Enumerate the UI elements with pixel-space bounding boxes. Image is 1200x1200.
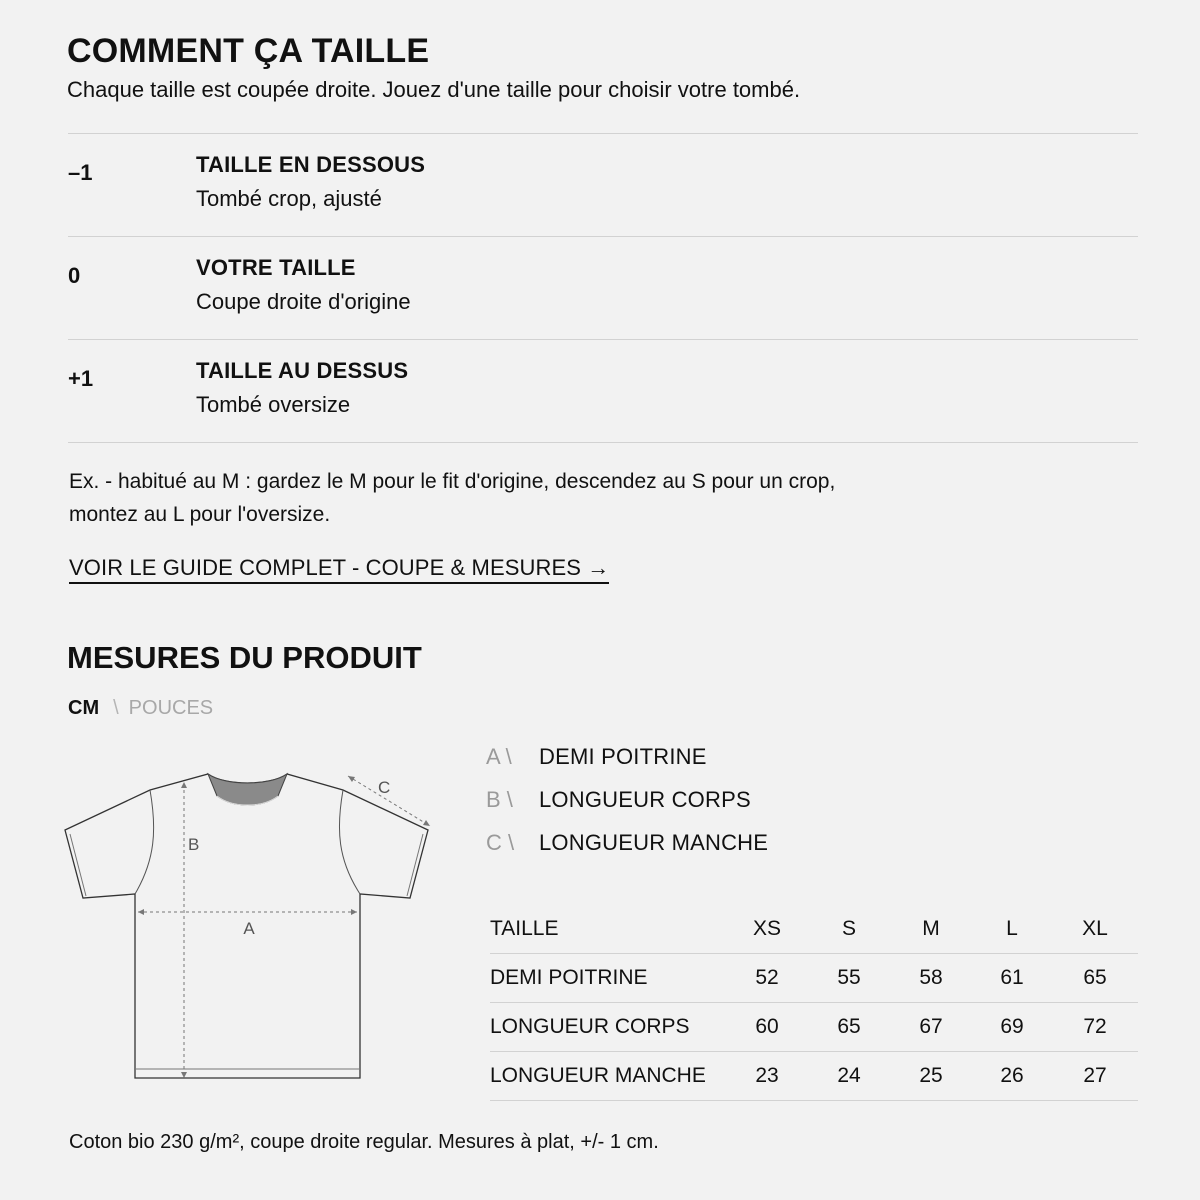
table-cell: 72 bbox=[1083, 1015, 1107, 1038]
measure-label-a: A bbox=[243, 919, 255, 938]
measures-title: MESURES DU PRODUIT bbox=[67, 640, 422, 675]
table-header-cell: XL bbox=[1082, 917, 1108, 940]
legend-item bbox=[486, 830, 768, 873]
table-cell: 69 bbox=[1000, 1015, 1024, 1038]
fit-title: COMMENT ÇA TAILLE bbox=[67, 32, 430, 70]
fit-label: TAILLE AU DESSUS bbox=[196, 358, 409, 383]
fit-delta: +1 bbox=[68, 366, 94, 391]
table-cell: 25 bbox=[919, 1064, 943, 1087]
fit-row-true bbox=[68, 237, 1138, 340]
fit-desc: Tombé oversize bbox=[196, 392, 351, 417]
fit-label: VOTRE TAILLE bbox=[196, 255, 356, 280]
table-cell: 23 bbox=[755, 1064, 779, 1087]
table-cell: 61 bbox=[1000, 966, 1024, 989]
table-header-cell: S bbox=[841, 917, 856, 940]
measurement-legend bbox=[486, 744, 768, 873]
table-cell: 55 bbox=[837, 966, 861, 989]
table-cell: 65 bbox=[1083, 966, 1107, 989]
table-row bbox=[490, 1052, 1138, 1101]
legend-letter: A \ bbox=[486, 744, 512, 769]
table-cell: 52 bbox=[755, 966, 779, 989]
table-cell: 24 bbox=[837, 1064, 861, 1087]
legend-item bbox=[486, 744, 768, 787]
fit-example bbox=[69, 465, 1069, 531]
measure-label-c: C bbox=[378, 778, 391, 797]
table-row-label: LONGUEUR MANCHE bbox=[490, 1064, 706, 1087]
legend-letter: C \ bbox=[486, 830, 515, 855]
fit-desc: Coupe droite d'origine bbox=[196, 289, 411, 314]
fabric-footnote: Coton bio 230 g/m², coupe droite regular. Mesures à plat, +/- 1 cm. bbox=[69, 1131, 659, 1153]
table-row-label: DEMI POITRINE bbox=[490, 966, 648, 989]
arrow-icon bbox=[348, 776, 355, 782]
table-cell: 26 bbox=[1000, 1064, 1024, 1087]
measure-label-b: B bbox=[188, 835, 200, 854]
fit-row-down bbox=[68, 134, 1138, 237]
table-cell: 58 bbox=[919, 966, 943, 989]
fit-example-line-1: Ex. - habitué au M : gardez le M pour le fit d'origine, descendez au S pour un crop, bbox=[69, 470, 836, 493]
table-cell: 67 bbox=[919, 1015, 943, 1038]
table-header-row bbox=[490, 905, 1138, 954]
full-size-guide-link[interactable]: VOIR LE GUIDE COMPLET - COUPE & MESURES → bbox=[69, 555, 609, 584]
table-header-cell: M bbox=[922, 917, 940, 940]
table-cell: 60 bbox=[755, 1015, 779, 1038]
legend-item bbox=[486, 787, 768, 830]
arrow-icon bbox=[423, 820, 430, 826]
unit-toggle bbox=[68, 697, 213, 720]
fit-desc: Tombé crop, ajusté bbox=[196, 186, 382, 211]
table-row bbox=[490, 1003, 1138, 1052]
table-header-cell: XS bbox=[752, 917, 781, 940]
fit-label: TAILLE EN DESSOUS bbox=[196, 152, 426, 177]
unit-cm-option[interactable]: CM bbox=[68, 697, 100, 719]
fit-delta: 0 bbox=[68, 263, 81, 288]
fit-delta: –1 bbox=[68, 160, 93, 185]
table-row-label: LONGUEUR CORPS bbox=[490, 1015, 690, 1038]
table-header-cell: L bbox=[1006, 917, 1018, 940]
legend-name: LONGUEUR CORPS bbox=[539, 787, 751, 812]
table-cell: 27 bbox=[1083, 1064, 1107, 1087]
legend-name: DEMI POITRINE bbox=[539, 744, 707, 769]
unit-inches-option[interactable]: POUCES bbox=[128, 697, 214, 719]
fit-example-line-2: montez au L pour l'oversize. bbox=[69, 503, 331, 526]
legend-letter: B \ bbox=[486, 787, 513, 812]
unit-separator: \ bbox=[113, 697, 119, 719]
fit-subtitle: Chaque taille est coupée droite. Jouez d'une taille pour choisir votre tombé. bbox=[67, 77, 801, 102]
fit-row-up bbox=[68, 340, 1138, 443]
table-row bbox=[490, 954, 1138, 1003]
table-cell: 65 bbox=[837, 1015, 861, 1038]
legend-name: LONGUEUR MANCHE bbox=[539, 830, 769, 855]
size-table bbox=[490, 905, 1138, 1101]
fit-options-list bbox=[68, 133, 1138, 443]
table-header-cell: TAILLE bbox=[490, 917, 559, 940]
tshirt-measurement-diagram bbox=[60, 760, 440, 1090]
